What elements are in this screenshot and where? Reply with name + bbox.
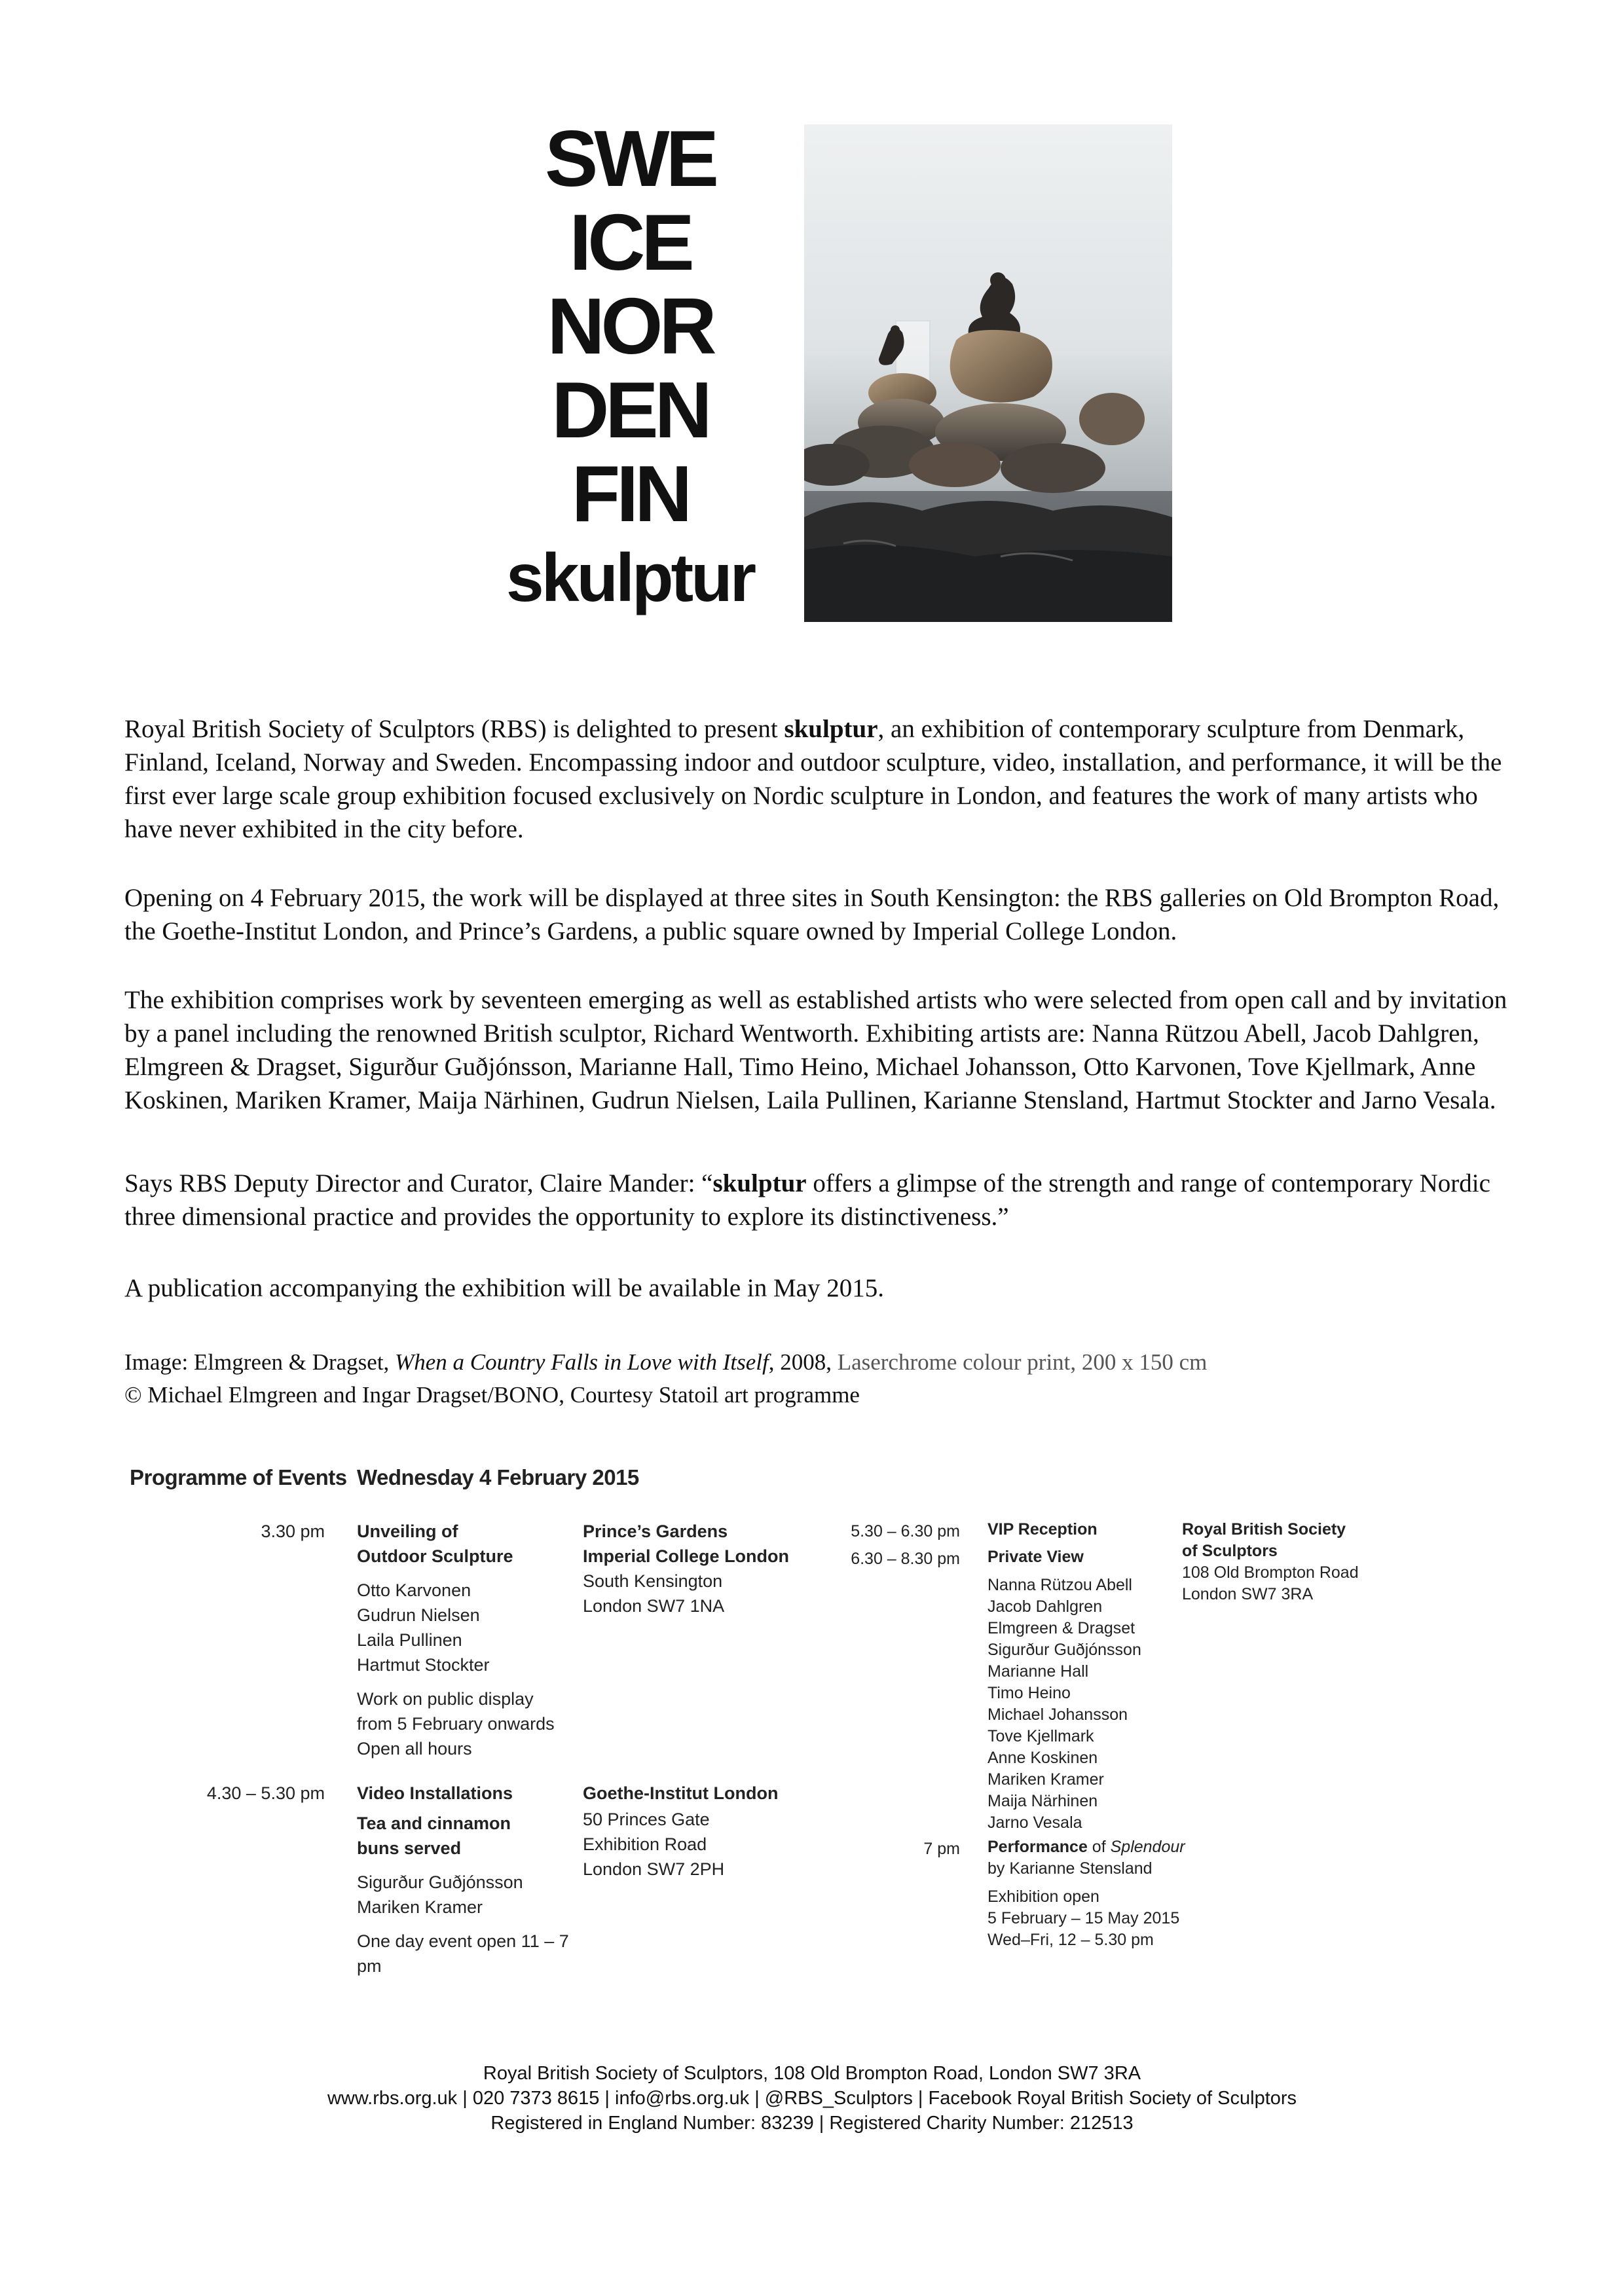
exhibition-logo: [486, 114, 774, 617]
exhibition-open-line: 5 February – 15 May 2015: [987, 1909, 1180, 1927]
event3-artist: Anne Koskinen: [987, 1749, 1098, 1767]
event4-performance-label: Performance: [987, 1838, 1088, 1856]
logo-line-ice: ICE: [569, 198, 691, 287]
event3-artist: Tove Kjellmark: [987, 1727, 1094, 1745]
event1-address: South Kensington: [583, 1571, 723, 1591]
caption-year: , 2008,: [768, 1349, 838, 1375]
event3-artist: Jarno Vesala: [987, 1813, 1082, 1832]
event3-venue-name-2: of Sculptors: [1182, 1542, 1278, 1560]
event2-subtitle-2: buns served: [357, 1838, 462, 1858]
event4-performance: [987, 1836, 1223, 1858]
logo-skulptur: skulptur: [506, 540, 754, 616]
caption-medium: Laserchrome colour print, 200 x 150 cm: [837, 1349, 1208, 1375]
event3-artist: Michael Johansson: [987, 1705, 1128, 1724]
event3-artist: Marianne Hall: [987, 1662, 1089, 1681]
intro-paragraph-3: The exhibition comprises work by seventeen emerging as well as established artists who were selected from open call and by invitation by a panel including the renowned British sculptor, Richard Wentworth. Exhibiting artists are: Nanna Rützou Abell, Jacob Dahlgren, Elmgreen & Dragset, Sigurður Guðjónsson, Marianne Hall, Timo Heino, Michael Johansson, Otto Karvonen, Tove Kjellmark, Anne Koskinen, Mariken Kramer, Maija Närhinen, Gudrun Nielsen, Laila Pullinen, Karianne Stensland, Hartmut Stockter and Jarno Vesala.: [124, 986, 1507, 1114]
event1-artist: Otto Karvonen: [357, 1580, 471, 1600]
intro-p1-bold: skulptur: [784, 715, 878, 743]
event2-address: Exhibition Road: [583, 1834, 707, 1854]
event4-performance-title: Splendour: [1110, 1838, 1185, 1856]
event4-of: of: [1087, 1838, 1111, 1856]
event2-venue-name: Goethe-Institut London: [583, 1783, 779, 1803]
event2-details: [357, 1781, 580, 1978]
logo-line-swe: SWE: [545, 114, 715, 203]
logo-line-nor: NOR: [547, 282, 713, 371]
intro-p4-bold: skulptur: [712, 1169, 807, 1197]
event1-artist: Laila Pullinen: [357, 1630, 462, 1650]
event3-address: 108 Old Brompton Road: [1182, 1563, 1359, 1582]
event1-address: London SW7 1NA: [583, 1596, 725, 1616]
intro-p4-text: Says RBS Deputy Director and Curator, Claire Mander: “: [124, 1169, 713, 1197]
event3-artist: Timo Heino: [987, 1684, 1071, 1702]
event2-artist: Mariken Kramer: [357, 1897, 483, 1917]
event2-address: London SW7 2PH: [583, 1859, 725, 1879]
intro-p1-text: Royal British Society of Sculptors (RBS) is delighted to present: [124, 715, 784, 743]
exhibition-open-line: Wed–Fri, 12 – 5.30 pm: [987, 1931, 1154, 1949]
event3-title-pv: Private View: [987, 1548, 1084, 1566]
footer-address: Royal British Society of Sculptors, 108 Old Brompton Road, London SW7 3RA: [483, 2063, 1141, 2084]
event4-time: 7 pm: [923, 1840, 960, 1858]
event3-venue-name: Royal British Society: [1182, 1520, 1346, 1539]
event3-address: London SW7 3RA: [1182, 1585, 1314, 1603]
mermaid-photo: [804, 124, 1172, 622]
programme-heading: Programme of Events: [130, 1465, 347, 1489]
event1-details: [357, 1519, 573, 1761]
event3-artist: Sigurður Guðjónsson: [987, 1641, 1141, 1659]
event2-artist: Sigurður Guðjónsson: [357, 1872, 523, 1892]
event3-artist: Maija Närhinen: [987, 1792, 1098, 1810]
event2-address: 50 Princes Gate: [583, 1810, 710, 1829]
intro-p4-text-rest: offers a glimpse of the strength and range of contemporary Nordic three dimensional practice and provides the opportunity to explore its distinctiveness.”: [124, 1169, 1490, 1231]
event2-venue: [583, 1781, 805, 1882]
footer-contacts: www.rbs.org.uk | 020 7373 8615 | info@rbs.org.uk | @RBS_Sculptors | Facebook Royal British Society of Sculptors: [327, 2088, 1297, 2109]
intro-paragraph-5: A publication accompanying the exhibition will be available in May 2015.: [124, 1274, 884, 1302]
event2-subtitle: Tea and cinnamon: [357, 1813, 511, 1833]
event1-note: from 5 February onwards: [357, 1714, 555, 1734]
event4-performer: by Karianne Stensland: [987, 1859, 1153, 1878]
footer-registration: Registered in England Number: 83239 | Registered Charity Number: 212513: [490, 2113, 1134, 2134]
image-caption: [124, 1346, 1513, 1412]
event2-title: Video Installations: [357, 1783, 513, 1803]
event4-details: [987, 1836, 1223, 1951]
caption-credit: © Michael Elmgreen and Ingar Dragset/BONO, Courtesy Statoil art programme: [124, 1382, 860, 1408]
event1-title-line2: Outdoor Sculpture: [357, 1546, 513, 1566]
logo-line-den: DEN: [551, 365, 709, 454]
event1-artist: Hartmut Stockter: [357, 1655, 490, 1675]
event3-title-vip: VIP Reception: [987, 1520, 1098, 1539]
event2-time: 4.30 – 5.30 pm: [206, 1783, 325, 1803]
intro-p1-text-rest: , an exhibition of contemporary sculpture from Denmark, Finland, Iceland, Norway and Sweden. Encompassing indoor and outdoor sculpture, video, installation, and performance, it will be the first ever large scale group exhibition focused exclusively on Nordic sculpture in London, and features the work of many artists who have never exhibited in the city before.: [124, 715, 1502, 843]
caption-title: When a Country Falls in Love with Itself: [395, 1349, 769, 1375]
intro-paragraph-4: [124, 1167, 1513, 1233]
event1-title-line1: Unveiling of: [357, 1522, 458, 1541]
event1-venue-name: Prince’s Gardens: [583, 1522, 728, 1541]
event3-artist: Jacob Dahlgren: [987, 1597, 1103, 1616]
programme-date: Wednesday 4 February 2015: [357, 1465, 639, 1489]
event1-venue-name-2: Imperial College London: [583, 1546, 790, 1566]
exhibition-open-line: Exhibition open: [987, 1887, 1099, 1906]
intro-paragraph-1: [124, 712, 1513, 846]
event1-note: Work on public display: [357, 1689, 534, 1709]
event3-artist: Nanna Rützou Abell: [987, 1576, 1132, 1594]
event2-note: One day event open 11 – 7 pm: [357, 1931, 569, 1976]
event3-time-vip: 5.30 – 6.30 pm: [851, 1522, 960, 1540]
event1-time: 3.30 pm: [261, 1522, 325, 1541]
event3-details: [987, 1519, 1184, 1834]
event3-artist: Elmgreen & Dragset: [987, 1619, 1135, 1637]
event1-note: Open all hours: [357, 1739, 472, 1758]
event1-venue: [583, 1519, 805, 1618]
event3-artist: Mariken Kramer: [987, 1770, 1104, 1789]
event3-time-pv: 6.30 – 8.30 pm: [851, 1550, 960, 1568]
caption-artist: Image: Elmgreen & Dragset,: [124, 1349, 396, 1375]
intro-paragraph-2: Opening on 4 February 2015, the work will be displayed at three sites in South Kensington: the RBS galleries on Old Brompton Road, the Goethe-Institut London, and Prince’s Gardens, a public square owned by Imperial College London.: [124, 884, 1500, 945]
mermaid-photo-image: [804, 124, 1172, 622]
event1-artist: Gudrun Nielsen: [357, 1605, 480, 1625]
logo-line-fin: FIN: [571, 449, 689, 538]
event3-venue: [1182, 1519, 1392, 1605]
